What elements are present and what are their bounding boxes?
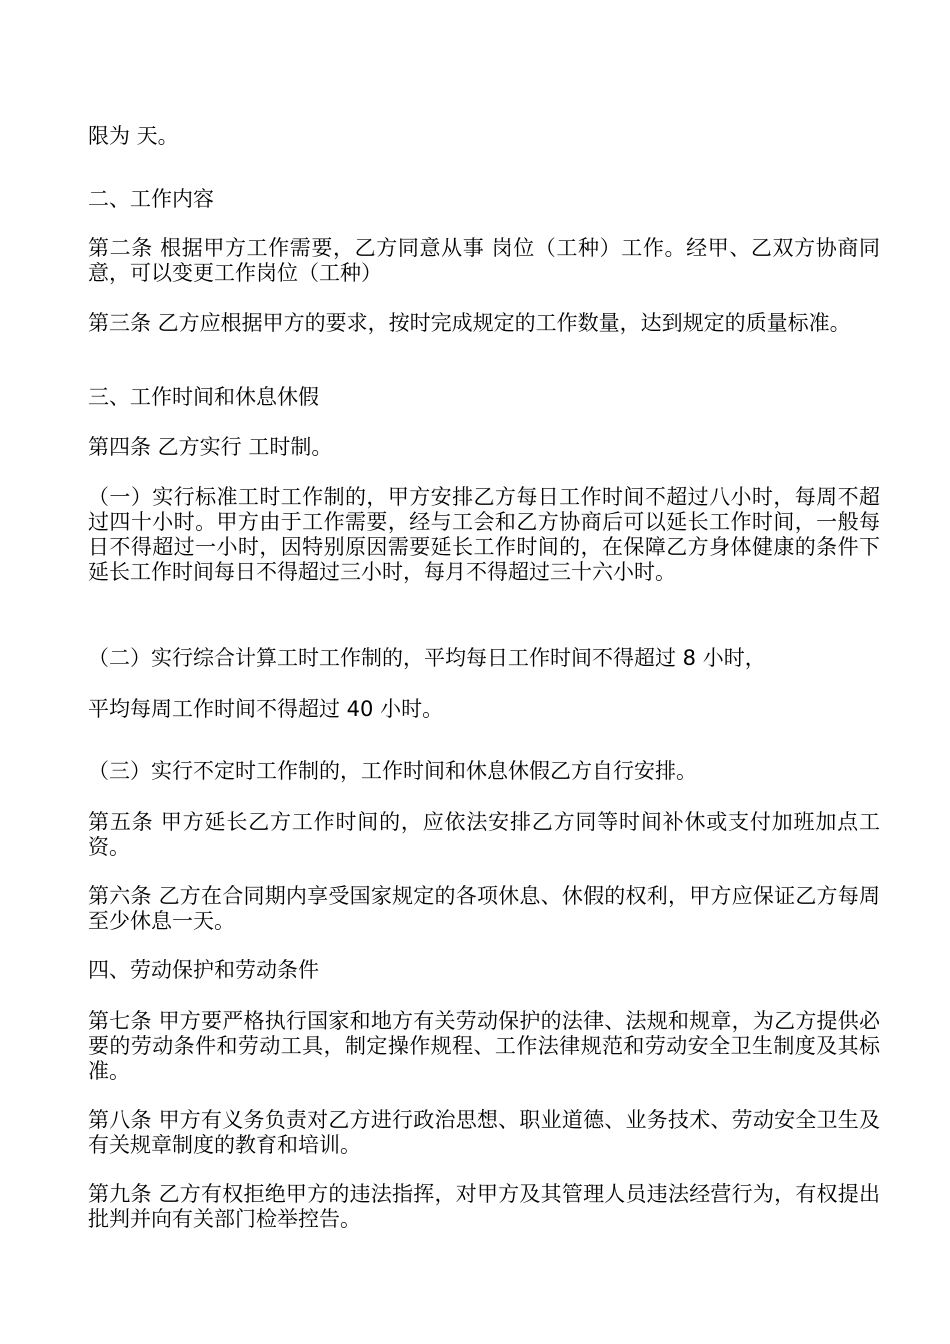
paragraph-article-6: 第六条 乙方在合同期内享受国家规定的各项休息、休假的权利，甲方应保证乙方每周至少休息一天。: [88, 884, 880, 933]
paragraph-standard-hours: （一）实行标准工时工作制的，甲方安排乙方每日工作时间不超过八小时，每周不超过四十小时。甲方由于工作需要，经与工会和乙方协商后可以延长工作时间，一般每日不得超过一小时，因特别原因需要延长工作时间的，在保障乙方身体健康的条件下延长工作时间每日不得超过三小时，每月不得超过三十六小时。: [88, 485, 880, 584]
paragraph-weekly-hours: 平均每周工作时间不得超过 40 小时。: [88, 697, 444, 721]
paragraph-article-4: 第四条 乙方实行 工时制。: [88, 435, 333, 459]
paragraph-term-days: 限为 天。: [88, 124, 179, 148]
paragraph-article-3: 第三条 乙方应根据甲方的要求，按时完成规定的工作数量，达到规定的质量标准。: [88, 311, 851, 335]
paragraph-comprehensive-hours: （二）实行综合计算工时工作制的，平均每日工作时间不得超过 8 小时，: [88, 646, 766, 670]
paragraph-article-7: 第七条 甲方要严格执行国家和地方有关劳动保护的法律、法规和规章，为乙方提供必要的劳动条件和劳动工具，制定操作规程、工作法律规范和劳动安全卫生制度及其标准。: [88, 1009, 880, 1083]
paragraph-article-2: 第二条 根据甲方工作需要，乙方同意从事 岗位（工种）工作。经甲、乙双方协商同意，可以变更工作岗位（工种）: [88, 236, 880, 285]
section-heading-labor-protection: 四、劳动保护和劳动条件: [88, 958, 319, 982]
paragraph-flexible-hours: （三）实行不定时工作制的，工作时间和休息休假乙方自行安排。: [88, 759, 697, 783]
section-heading-work-content: 二、工作内容: [88, 187, 214, 211]
paragraph-article-8: 第八条 甲方有义务负责对乙方进行政治思想、职业道德、业务技术、劳动安全卫生及有关规章制度的教育和培训。: [88, 1108, 880, 1157]
paragraph-article-9: 第九条 乙方有权拒绝甲方的违法指挥，对甲方及其管理人员违法经营行为，有权提出批判并向有关部门检举控告。: [88, 1182, 880, 1231]
section-heading-work-time: 三、工作时间和休息休假: [88, 385, 319, 409]
paragraph-article-5: 第五条 甲方延长乙方工作时间的，应依法安排乙方同等时间补休或支付加班加点工资。: [88, 810, 880, 859]
